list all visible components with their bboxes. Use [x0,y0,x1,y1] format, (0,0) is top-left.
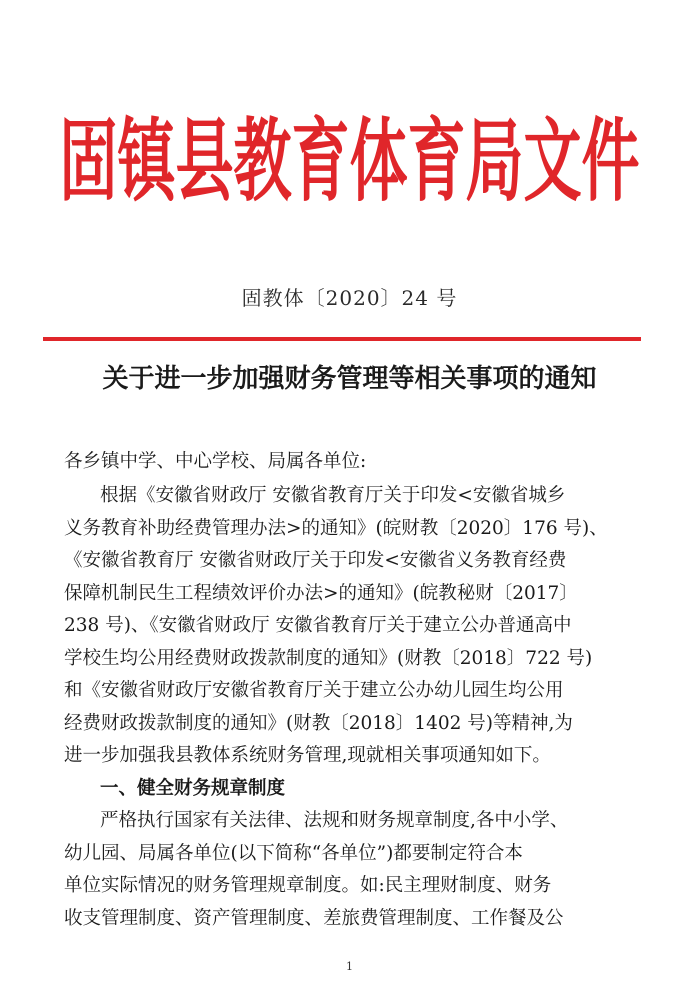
paragraph-line: 保障机制民生工程绩效评价办法>的通知》(皖教秘财〔2017〕 [64,582,578,604]
section-heading: 一、健全财务规章制度 [100,777,286,799]
paragraph-line: 进一步加强我县教体系统财务管理,现就相关事项通知如下。 [64,745,551,766]
paragraph-line: 根据《安徽省财政厅 安徽省教育厅关于印发<安徽省城乡 [100,485,566,506]
paragraph-line: 238 号)、《安徽省财政厅 安徽省教育厅关于建立公办普通高中 [64,615,572,636]
paragraph-line: 严格执行国家有关法律、法规和财务规章制度,各中小学、 [100,810,569,831]
paragraph-line: 和《安徽省财政厅安徽省教育厅关于建立公办幼儿园生均公用 [64,680,564,701]
paragraph-line: 义务教育补助经费管理办法>的通知》(皖财教〔2020〕176 号)、 [64,517,608,539]
paragraph-line: 单位实际情况的财务管理规章制度。如:民主理财制度、财务 [64,875,552,896]
document-number: 固教体〔2020〕24 号 [241,286,458,310]
page-number: 1 [346,960,353,973]
document-title: 关于进一步加强财务管理等相关事项的通知 [102,364,597,394]
paragraph-line: 学校生均公用经费财政拨款制度的通知》(财教〔2018〕722 号) [64,647,593,669]
paragraph-line: 《安徽省教育厅 安徽省财政厅关于印发<安徽省义务教育经费 [64,550,567,571]
red-divider-rule [43,337,641,341]
paragraph-line: 幼儿园、局属各单位(以下简称“各单位”)都要制定符合本 [64,842,523,864]
organization-header: 固镇县教育体育局文件 [59,108,640,214]
paragraph-line: 经费财政拨款制度的通知》(财教〔2018〕1402 号)等精神,为 [64,712,573,734]
paragraph-line: 收支管理制度、资产管理制度、差旅费管理制度、工作餐及公 [64,907,564,929]
salutation: 各乡镇中学、中心学校、局属各单位: [64,451,367,472]
